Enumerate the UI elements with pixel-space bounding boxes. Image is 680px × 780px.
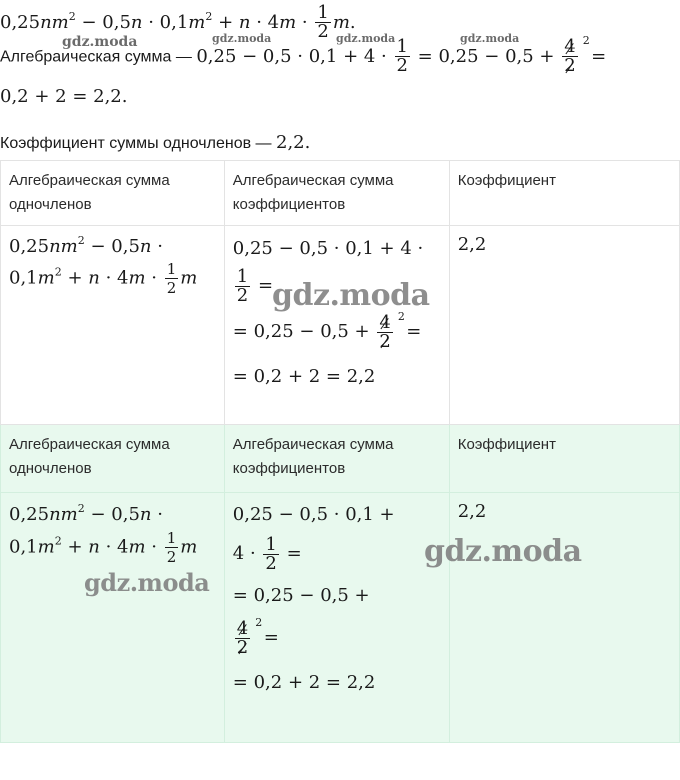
cell-coefficients-sum-2: 0,25 − 0,5 · 0,1 + 4 · $\frac{1}{2}$ = = 0,25 − 0,5 + 4 2 2 = = 0,2 + 2 = 2,2 [224,493,449,743]
header-coefficients-sum-2: Алгебраическая сумма коэффициентов [224,425,449,493]
algebraic-sum-label: Алгебраическая сумма — [0,48,192,66]
intro-result-line: 0,2 + 2 = 2,2. [0,86,128,107]
cell-monomials-sum-2: $0,25nm^2 - 0,5n$ · $0,1m^2 + n \cdot 4m$ · $\frac{1}{2}$ m [1,493,225,743]
watermark-large-3: gdz.moda [84,568,210,597]
watermark-small-2: gdz.moda [212,32,272,45]
coefficient-sentence-value: 2,2. [276,132,311,153]
header-monomials-sum-2: Алгебраическая сумма одночленов [1,425,225,493]
answer-table [0,160,680,743]
watermark-small-3: gdz.moda [336,32,396,45]
header-monomials-sum: Алгебраическая сумма одночленов [1,161,225,226]
cell-coefficient: 2,2 [449,226,679,425]
table-row [1,226,680,425]
cell-coefficient-2: 2,2 [449,493,679,743]
cell-coefficients-sum: 0,25 − 0,5 · 0,1 + 4 · $\frac{1}{2}$ = = 0,25 − 0,5 + 4 2 2 = = 0,2 + 2 = 2,2 [224,226,449,425]
table-header-row [1,161,680,226]
watermark-large-2: gdz.moda [424,534,582,569]
watermark-small-1: gdz.moda [62,34,138,50]
watermark-large-1: gdz.moda [272,278,430,313]
intro-expression-line: $0,25nm^2 - 0,5n \cdot 0,1m^2 + n \cdot 4m$ · $\frac{1}{2}$ m. [0,2,356,42]
coefficient-sentence: Коэффициент суммы одночленов — 2,2. [0,132,311,153]
header-coefficient: Коэффициент [449,161,679,226]
header-coefficient-2: Коэффициент [449,425,679,493]
table-header-row-highlighted [1,425,680,493]
cell-monomials-sum: $0,25nm^2 - 0,5n$ · $0,1m^2 + n \cdot 4m$ · $\frac{1}{2}$ m [1,226,225,425]
table-row-highlighted [1,493,680,743]
header-coefficients-sum: Алгебраическая сумма коэффициентов [224,161,449,226]
intro-sum-line: Алгебраическая сумма — 0,25 − 0,5 · 0,1 + 4 · $\frac{1}{2}$ = 0,25 − 0,5 + 4 2 2 = [0,34,607,76]
watermark-small-4: gdz.moda [460,32,520,45]
